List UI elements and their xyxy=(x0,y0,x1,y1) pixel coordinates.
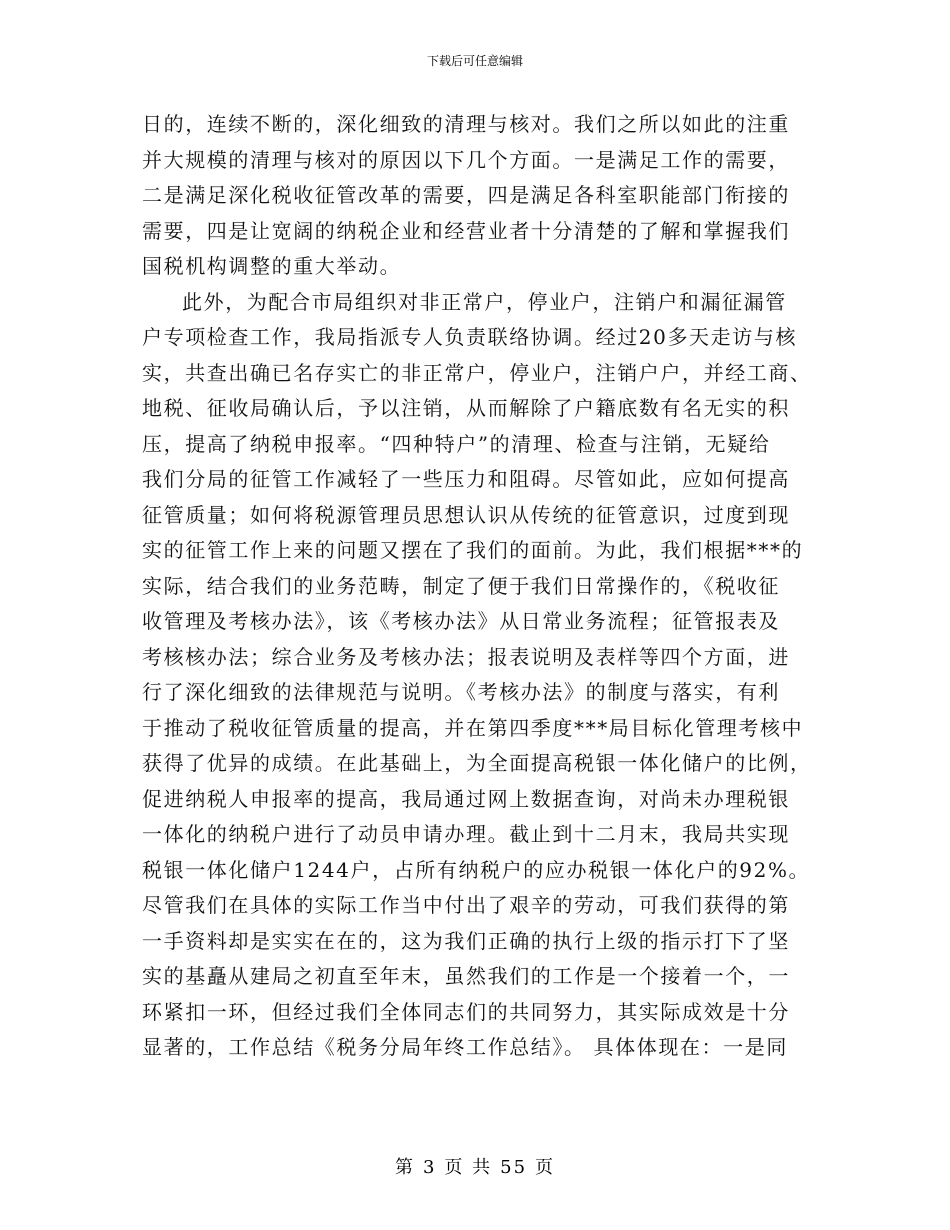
text-line: 压，提高了纳税申报率。“四种特户”的清理、检查与注销，无疑给 xyxy=(142,431,771,456)
text-line: 促进纳税人申报率的提高，我局通过网上数据查询，对尚未办理税银 xyxy=(142,786,790,811)
text-line: 环紧扣一环，但经过我们全体同志们的共同努力，其实际成效是十分 xyxy=(142,999,790,1024)
text-line: 实的征管工作上来的问题又摆在了我们的面前。为此，我们根据***的 xyxy=(142,538,804,562)
text-line: 并大规模的清理与核对的原因以下几个方面。一是满足工作的需要， xyxy=(142,147,790,172)
text-line: 征管质量；如何将税源管理员思想认识从传统的征管意识，过度到现 xyxy=(142,502,790,527)
text-line: 国税机构调整的重大举动。 xyxy=(142,254,402,278)
text-line: 实的基矗从建局之初直至年末，虽然我们的工作是一个接着一个，一 xyxy=(142,964,790,988)
text-line: 于推动了税收征管质量的提高，并在第四季度***局目标化管理考核中 xyxy=(142,715,804,740)
text-line: 地税、征收局确认后，予以注销，从而解除了户籍底数有名无实的积 xyxy=(142,396,790,420)
text-line: 日的，连续不断的，深化细致的清理与核对。我们之所以如此的注重 xyxy=(142,112,790,136)
text-line: 收管理及考核办法》，该《考核办法》从日常业务流程；征管报表及 xyxy=(142,609,780,633)
total-page-count: 55 xyxy=(500,1157,528,1178)
page-header: 下载后可任意编辑 xyxy=(426,54,523,68)
footer-suffix: 页 xyxy=(535,1157,556,1178)
body-text xyxy=(142,107,812,1066)
footer-middle: 页 共 xyxy=(444,1157,493,1178)
text-line: 需要，四是让宽阔的纳税企业和经营业者十分清楚的了解和掌握我们 xyxy=(142,218,790,243)
text-line: 实际，结合我们的业务范畴，制定了便于我们日常操作的，《税收征 xyxy=(142,573,780,598)
text-line: 二是满足深化税收征管改革的需要，四是满足各科室职能部门衔接的 xyxy=(142,183,790,207)
text-line: 显著的，工作总结《税务分局年终工作总结》。 具体体现在：一是同 xyxy=(142,1035,788,1059)
current-page-number: 3 xyxy=(422,1157,437,1178)
text-line: 获得了优异的成绩。在此基础上，为全面提高税银一体化储户的比例， xyxy=(142,751,812,775)
text-line: 一手资料却是实实在在的，这为我们正确的执行上级的指示打下了坚 xyxy=(142,928,790,953)
text-line: 实，共查出确已名存实亡的非正常户，停业户，注销户户，并经工商、 xyxy=(142,360,812,385)
text-line: 户专项检查工作，我局指派专人负责联络协调。经过20多天走访与核 xyxy=(142,325,798,349)
text-line: 尽管我们在具体的实际工作当中付出了艰辛的劳动，可我们获得的第 xyxy=(142,893,790,917)
text-line: 行了深化细致的法律规范与说明。《考核办法》的制度与落实，有利 xyxy=(142,680,780,704)
text-line: 考核核办法；综合业务及考核办法；报表说明及表样等四个方面，进 xyxy=(142,644,790,669)
page-footer xyxy=(0,1153,950,1179)
text-line: 此外，为配合市局组织对非正常户，停业户，注销户和漏征漏管 xyxy=(182,289,787,314)
text-line: 我们分局的征管工作减轻了一些压力和阻碍。尽管如此，应如何提高 xyxy=(142,467,790,491)
footer-prefix: 第 xyxy=(394,1157,415,1178)
text-line: 税银一体化储户1244户，占所有纳税户的应办税银一体化户的92%。 xyxy=(142,857,811,882)
text-line: 一体化的纳税户进行了动员申请办理。截止到十二月末，我局共实现 xyxy=(142,822,790,846)
